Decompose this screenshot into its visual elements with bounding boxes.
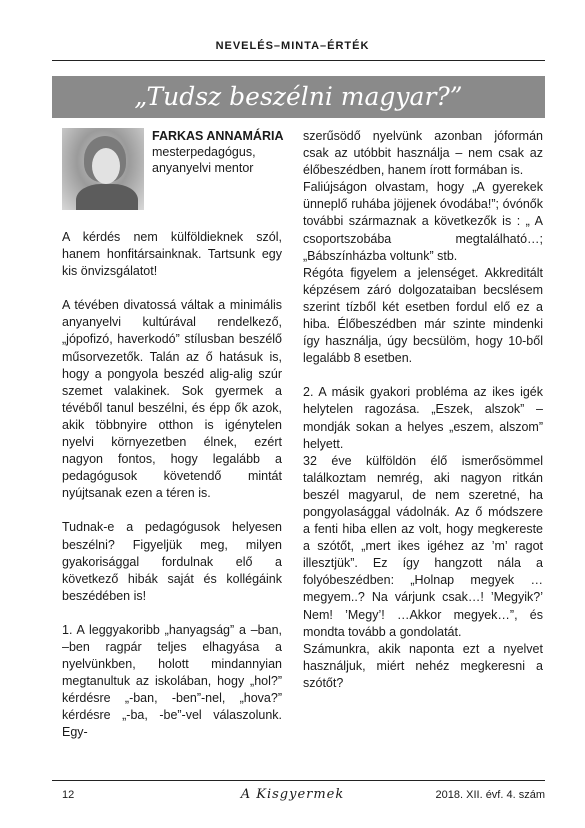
paragraph: szerűsödő nyelvünk azonban jóformán csak az utóbbit használja – nem csak az élőbeszédben, hanem írott formában is. xyxy=(303,129,543,178)
issue-info: 2018. XII. évf. 4. szám xyxy=(435,789,545,801)
paragraph: A tévében divatossá váltak a minimális anyanyelvi kultúrával rendelkező, „jópofizó, haverkodó” stílusban beszélő műsorvezetők. Talán az ő hatásuk is, hogy a pongyola beszéd alig-alig szúr szemet valakinek. Sok gyermek a tévéből tanul beszélni, és épp ők azok, akik többnyire otthon is igénytelen nyelvi környezetben élnek, ezért nagyon fontos, hogy legalább a pedagógusok követendő mintát nyújtsanak ezen a téren is. xyxy=(62,298,282,501)
article-title: „Tudsz beszélni magyar?” xyxy=(52,76,545,118)
author-role: mesterpedagógus, xyxy=(152,145,256,159)
paragraph: 32 éve külföldön élő ismerősömmel találkoztam nemrég, aki nagyon ritkán beszél magyarul, de nem szeretné, ha pongyolasággal vádolnák. Az ő módszere a fenti hiba ellen az volt, hogy megkereste a szótőt, „mert ikes igéhez az ’m’ ragot illesztjük”. Ez így hangzott nála a folyóbeszédben: „Holnap megyek … megyem..? Na várjunk csak…! ’Megyik?’ Nem! ’Megy’! …Akkor megyek…”, és mondta tovább a gondolatát. xyxy=(303,453,543,639)
page-number: 12 xyxy=(62,789,75,801)
author-role: anyanyelvi mentor xyxy=(152,161,254,175)
paragraph: Számunkra, akik naponta ezt a nyelvet használjuk, miért nehéz megkeresni a szótőt? xyxy=(303,641,543,690)
magazine-name: A Kisgyermek xyxy=(240,787,345,802)
paragraph: Tudnak-e a pedagógusok helyesen beszélni? Figyeljük meg, milyen gyakorisággal fordulnak elő a következő hibák saját és kollégáink beszédében is! xyxy=(62,520,282,603)
paragraph: Faliújságon olvastam, hogy „A gyerekek ünneplő ruhába jöjjenek óvodába!”; óvónők további származnak a következők is : „ A csoportszobába megtalálható…; „Bábszínházba voltunk” stb. xyxy=(303,180,543,263)
paragraph: Régóta figyelem a jelenséget. Akkreditált képzésem záró dolgozataiban becslésem szerint tízből két esetben fordul elő ez a hiba. Élőbeszédben már szinte mindenki így használja, úgy becsülöm, hogy 10-ből legalább 8 esetben. xyxy=(303,265,543,366)
header-rule xyxy=(52,60,545,61)
right-column xyxy=(303,128,543,692)
footer-rule xyxy=(52,780,545,781)
author-block xyxy=(152,128,283,176)
paragraph: 2. A másik gyakori probléma az ikes igék helytelen ragozása. „Eszek, alszok” – mondják sokan a helyes „eszem, alszom” helyett. xyxy=(303,385,543,451)
author-photo xyxy=(62,128,144,210)
paragraph: 1. A leggyakoribb „hanyagság” a –ban, –ben ragpár teljes elhagyása a nyelvünkben, holott mindannyian megtanultuk az iskolában, hogy „hol?” kérdésre „-ban, -ben”-nel, „hova?” kérdésre „-ba, -be”-vel válaszolunk. Egy- xyxy=(62,622,282,740)
left-column xyxy=(62,229,282,742)
paragraph: A kérdés nem külföldieknek szól, hanem honfitársainknak. Tartsunk egy kis önvizsgálatot! xyxy=(62,230,282,279)
author-name: FARKAS ANNAMÁRIA xyxy=(152,129,284,143)
section-header: NEVELÉS–MINTA–ÉRTÉK xyxy=(215,40,370,52)
